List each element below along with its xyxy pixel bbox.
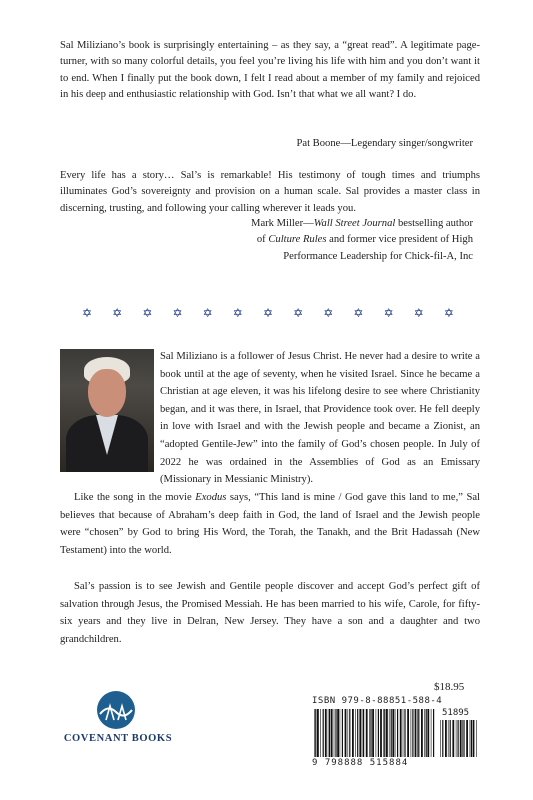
- publisher-logo-icon: [96, 690, 136, 730]
- star-of-david-icon: ✡: [172, 306, 183, 320]
- attr-publication: Wall Street Journal: [313, 218, 396, 229]
- endorsement-mark-miller: Every life has a story… Sal’s is remarkable! His testimony of tough times and triumphs illuminates God’s sovereignty and provision on a human scale. Sal provides a master class in discerning, trusting, and following your calling wherever it leads you.: [60, 170, 480, 214]
- barcode-supplement-bars: [440, 720, 478, 757]
- barcode-number: 9 798888 515884: [312, 758, 409, 768]
- star-divider: [82, 307, 454, 319]
- barcode-supplement: 51895: [442, 708, 470, 718]
- author-bio-paragraph-3: Sal’s passion is to see Jewish and Gentile people discover and accept God’s perfect gift of salvation through Jesus, the Promised Messiah. He has been married to his wife, Carole, for fifty-six years and they live in Delran, New Jersey. They have a son and a daughter and two grandchildren.: [60, 581, 480, 645]
- star-of-david-icon: ✡: [232, 306, 243, 320]
- attr-text: bestselling author: [395, 218, 473, 229]
- endorsement-attribution-pat-boone: Pat Boone—Legendary singer/songwriter: [296, 138, 473, 149]
- attr-name: Mark Miller—: [251, 218, 314, 229]
- publisher-name: COVENANT BOOKS: [63, 733, 173, 744]
- endorsement-pat-boone: Sal Miliziano’s book is surprisingly entertaining – as they say, a “great read”. A legitimate page-turner, with so many colorful details, you feel you’re living his life with him and you don’t want it to end. When I finally put the book down, I felt I read about a member of my family and rejoiced in his deep and enthusiastic relationship with God. Isn’t that what we all want? I do.: [60, 40, 480, 101]
- price: $18.95: [434, 681, 465, 693]
- author-photo: [60, 349, 154, 472]
- attr-book-title: Culture Rules: [268, 234, 327, 246]
- author-bio-paragraph-2: Like the song in the movie Exodus says, “This land is mine / God gave this land to me,” Sal believes that because of Abraham’s deep faith in God, the land of Israel and the Jewish people were “chosen” by God to bring His Word, the Torah, the Tanakh, and the Brit Hadassah (New Testament) into the world.: [60, 492, 481, 556]
- star-of-david-icon: ✡: [353, 306, 364, 320]
- star-of-david-icon: ✡: [443, 306, 454, 320]
- star-of-david-icon: ✡: [202, 306, 213, 320]
- barcode-bars: [314, 709, 436, 757]
- star-of-david-icon: ✡: [323, 306, 334, 320]
- film-title: Exodus: [195, 492, 227, 503]
- star-of-david-icon: ✡: [142, 306, 153, 320]
- star-of-david-icon: ✡: [262, 306, 273, 320]
- star-of-david-icon: ✡: [293, 306, 304, 320]
- attr-of: of: [256, 234, 269, 246]
- star-of-david-icon: ✡: [82, 306, 93, 320]
- attr-text: and former vice president of High: [326, 234, 473, 246]
- star-of-david-icon: ✡: [413, 306, 424, 320]
- isbn-barcode: [308, 696, 480, 772]
- star-of-david-icon: ✡: [112, 306, 123, 320]
- star-of-david-icon: ✡: [383, 306, 394, 320]
- author-bio-paragraph-1: Sal Miliziano is a follower of Jesus Christ. He never had a desire to write a book until at the age of seventy, when he visited Israel. Since he became a Christian at age eleven, it was his lifelong desire to see where Christianity began, and it was there, in Israel, that Providence took over. He fell deeply in love with Israel and with the Jewish people and became a Zionist, an “adopted Gentile-Jew” into the family of God’s chosen people. In July of 2022 he was ordained in the Assemblies of God as an Emissary (Missionary in Messianic Ministry).: [160, 351, 480, 486]
- isbn-label: ISBN 979-8-88851-588-4: [312, 696, 443, 706]
- attr-text: Performance Leadership for Chick-fil-A, Inc: [283, 250, 473, 262]
- endorsement-attribution-mark-miller: [251, 216, 473, 265]
